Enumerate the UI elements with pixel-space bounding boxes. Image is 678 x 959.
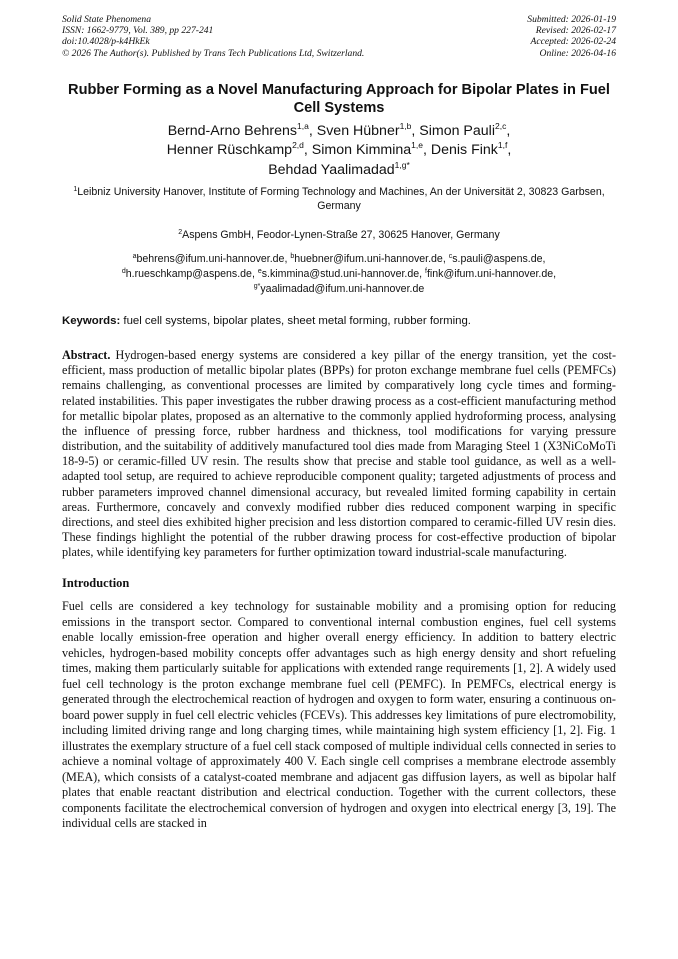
abstract-label: Abstract. [62, 348, 111, 363]
paper-title: Rubber Forming as a Novel Manufacturing Approach for Bipolar Plates in Fuel Cell Systems [68, 81, 610, 116]
author: Henner Rüschkamp$^{2,d}$, [166, 140, 312, 159]
email[interactable]: $^c$s.pauli@aspens.de [448, 253, 543, 266]
email[interactable]: $^d$h.rueschkamp@aspens.de [121, 267, 252, 280]
journal-info [62, 14, 364, 59]
date-submitted: Submitted: 2026-01-19 [527, 14, 616, 25]
affiliation-1: $^1$Leibniz University Hanover, Institute of Forming Technology and Machines, An der Universität 2, 30823 Garbsen, Germany [73, 185, 605, 213]
author-list [62, 122, 616, 181]
date-accepted: Accepted: 2026-02-24 [530, 36, 616, 48]
introduction-paragraph: Fuel cells are considered a key technology for sustainable mobility and a promising option for reducing emissions in the transport sector. Compared to conventional internal combustion engines, fuel cell systems enable locally emission-free operation and higher overall energy efficiency. In addition to battery electric vehicles, hydrogen-based mobility concepts offer advantages such as high energy density and short refueling times, making them particularly suitable for applications with extended range requirements [1, 2]. A widely used fuel cell technology is the proton exchange membrane fuel cell (PEMFC). In PEMFCs, electrical energy is generated through the electrochemical reaction of hydrogen and oxygen to form water, ensuring a continuous on-board power supply in fuel cell electric vehicles (FCEVs). This addresses key limitations of pure electromobility, including limited driving range and long charging times, while maintaining high system efficiency [1, 2]. Fig. 1 illustrates the exemplary structure of a fuel cell stack composed of multiple individual cells connected in series to achieve a nominal voltage of approximately 400 V. Each single cell comprises a membrane electrode assembly (MEA), which consists of a catalyst-coated membrane and adjacent gas diffusion layers, as well as bipolar half plates that enable reactant distribution and electrical conduction. Together with the current collectors, these components facilitate the electrochemical conversion of hydrogen and oxygen into electrical energy [3, 19]. The individual cells are stacked in [62, 599, 616, 831]
email[interactable]: $^a$behrens@ifum.uni-hannover.de [132, 253, 285, 266]
journal-issn: ISSN: 1662-9779, Vol. 389, pp 227-241 [62, 25, 214, 37]
abstract-text: Hydrogen-based energy systems are considered a key pillar of the energy transition, yet the cost-efficient, mass production of metallic bipolar plates (BPPs) for proton exchange membrane fuel cells (PEMFCs) remains challenging, as conventional processes are limited by comparatively long cycle times and forming-related instabilities. This paper investigates the rubber drawing process as a cost-efficient manufacturing method for metallic bipolar plates, proposed as an alternative to the commonly applied hydroforming process, analysing the influence of pressing force, rubber hardness and thickness, tool modifications for varying pressure distribution, and the suitability of additively manufactured tool dies made from Maraging Steel 1 (X3NiCoMoTi 18-9-5) or ceramic-filled UV resin. The results show that precise and stable tool guidance, as well as a well-adapted tool setup, are required to achieve reproducible component quality; targeted adjustments of process and rubber parameters improved channel dimensional accuracy, but revealed limited forming capability in certain areas. Furthermore, concavely and convexly modified rubber dies reduced component warping in specific directions, and steel dies exhibited higher precision and less distortion compared to ceramic-filled UV resin dies. These findings highlight the potential of the rubber drawing process for cost-effective production of bipolar plates, while identifying key parameters for further optimization toward industrial-scale manufacturing. [62, 348, 616, 560]
journal-copyright: © 2026 The Author(s). Published by Trans Tech Publications Ltd, Switzerland. [62, 47, 365, 59]
email[interactable]: $^b$huebner@ifum.uni-hannover.de [290, 253, 443, 266]
author-emails: $^a$behrens@ifum.uni-hannover.de, $^b$huebner@ifum.uni-hannover.de, $^c$s.pauli@aspens.de, $^d$h.rueschkamp@aspens.de, $^e$s.kimmina@stud.uni-hannover.de, $^f$fink@ifum.uni-hannover.de, $^{g*}$yaalimadad@ifum.uni-hannover.de [121, 253, 557, 295]
abstract [62, 348, 616, 560]
date-online: Online: 2026-04-16 [539, 47, 616, 59]
journal-name: Solid State Phenomena [62, 14, 151, 25]
author: Simon Kimmina$^{1,e}$, [311, 140, 431, 159]
keywords-label: Keywords: [62, 315, 121, 328]
publication-dates [527, 14, 616, 59]
author: Sven Hübner$^{1,b}$, [316, 120, 420, 139]
journal-doi: doi:10.4028/p-k4HkEk [62, 36, 150, 48]
journal-header [62, 14, 616, 59]
keywords-text: fuel cell systems, bipolar plates, sheet metal forming, rubber forming. [123, 315, 471, 328]
author: Simon Pauli$^{2,c}$, [419, 120, 511, 139]
author: Denis Fink$^{1,f}$, [430, 140, 512, 159]
author: Behdad Yaalimadad$^{1,g*}$ [268, 160, 410, 178]
keywords [62, 314, 616, 328]
date-revised: Revised: 2026-02-17 [535, 25, 616, 37]
email[interactable]: $^{g*}$yaalimadad@ifum.uni-hannover.de [253, 282, 425, 295]
author: Bernd-Arno Behrens$^{1,a}$, [167, 120, 317, 139]
affiliation-2: $^2$Aspens GmbH, Feodor-Lynen-Straße 27, 30625 Hanover, Germany [178, 228, 500, 241]
email[interactable]: $^e$s.kimmina@stud.uni-hannover.de [257, 267, 420, 280]
email[interactable]: $^f$fink@ifum.uni-hannover.de [425, 267, 554, 280]
section-heading-introduction: Introduction [62, 576, 130, 591]
